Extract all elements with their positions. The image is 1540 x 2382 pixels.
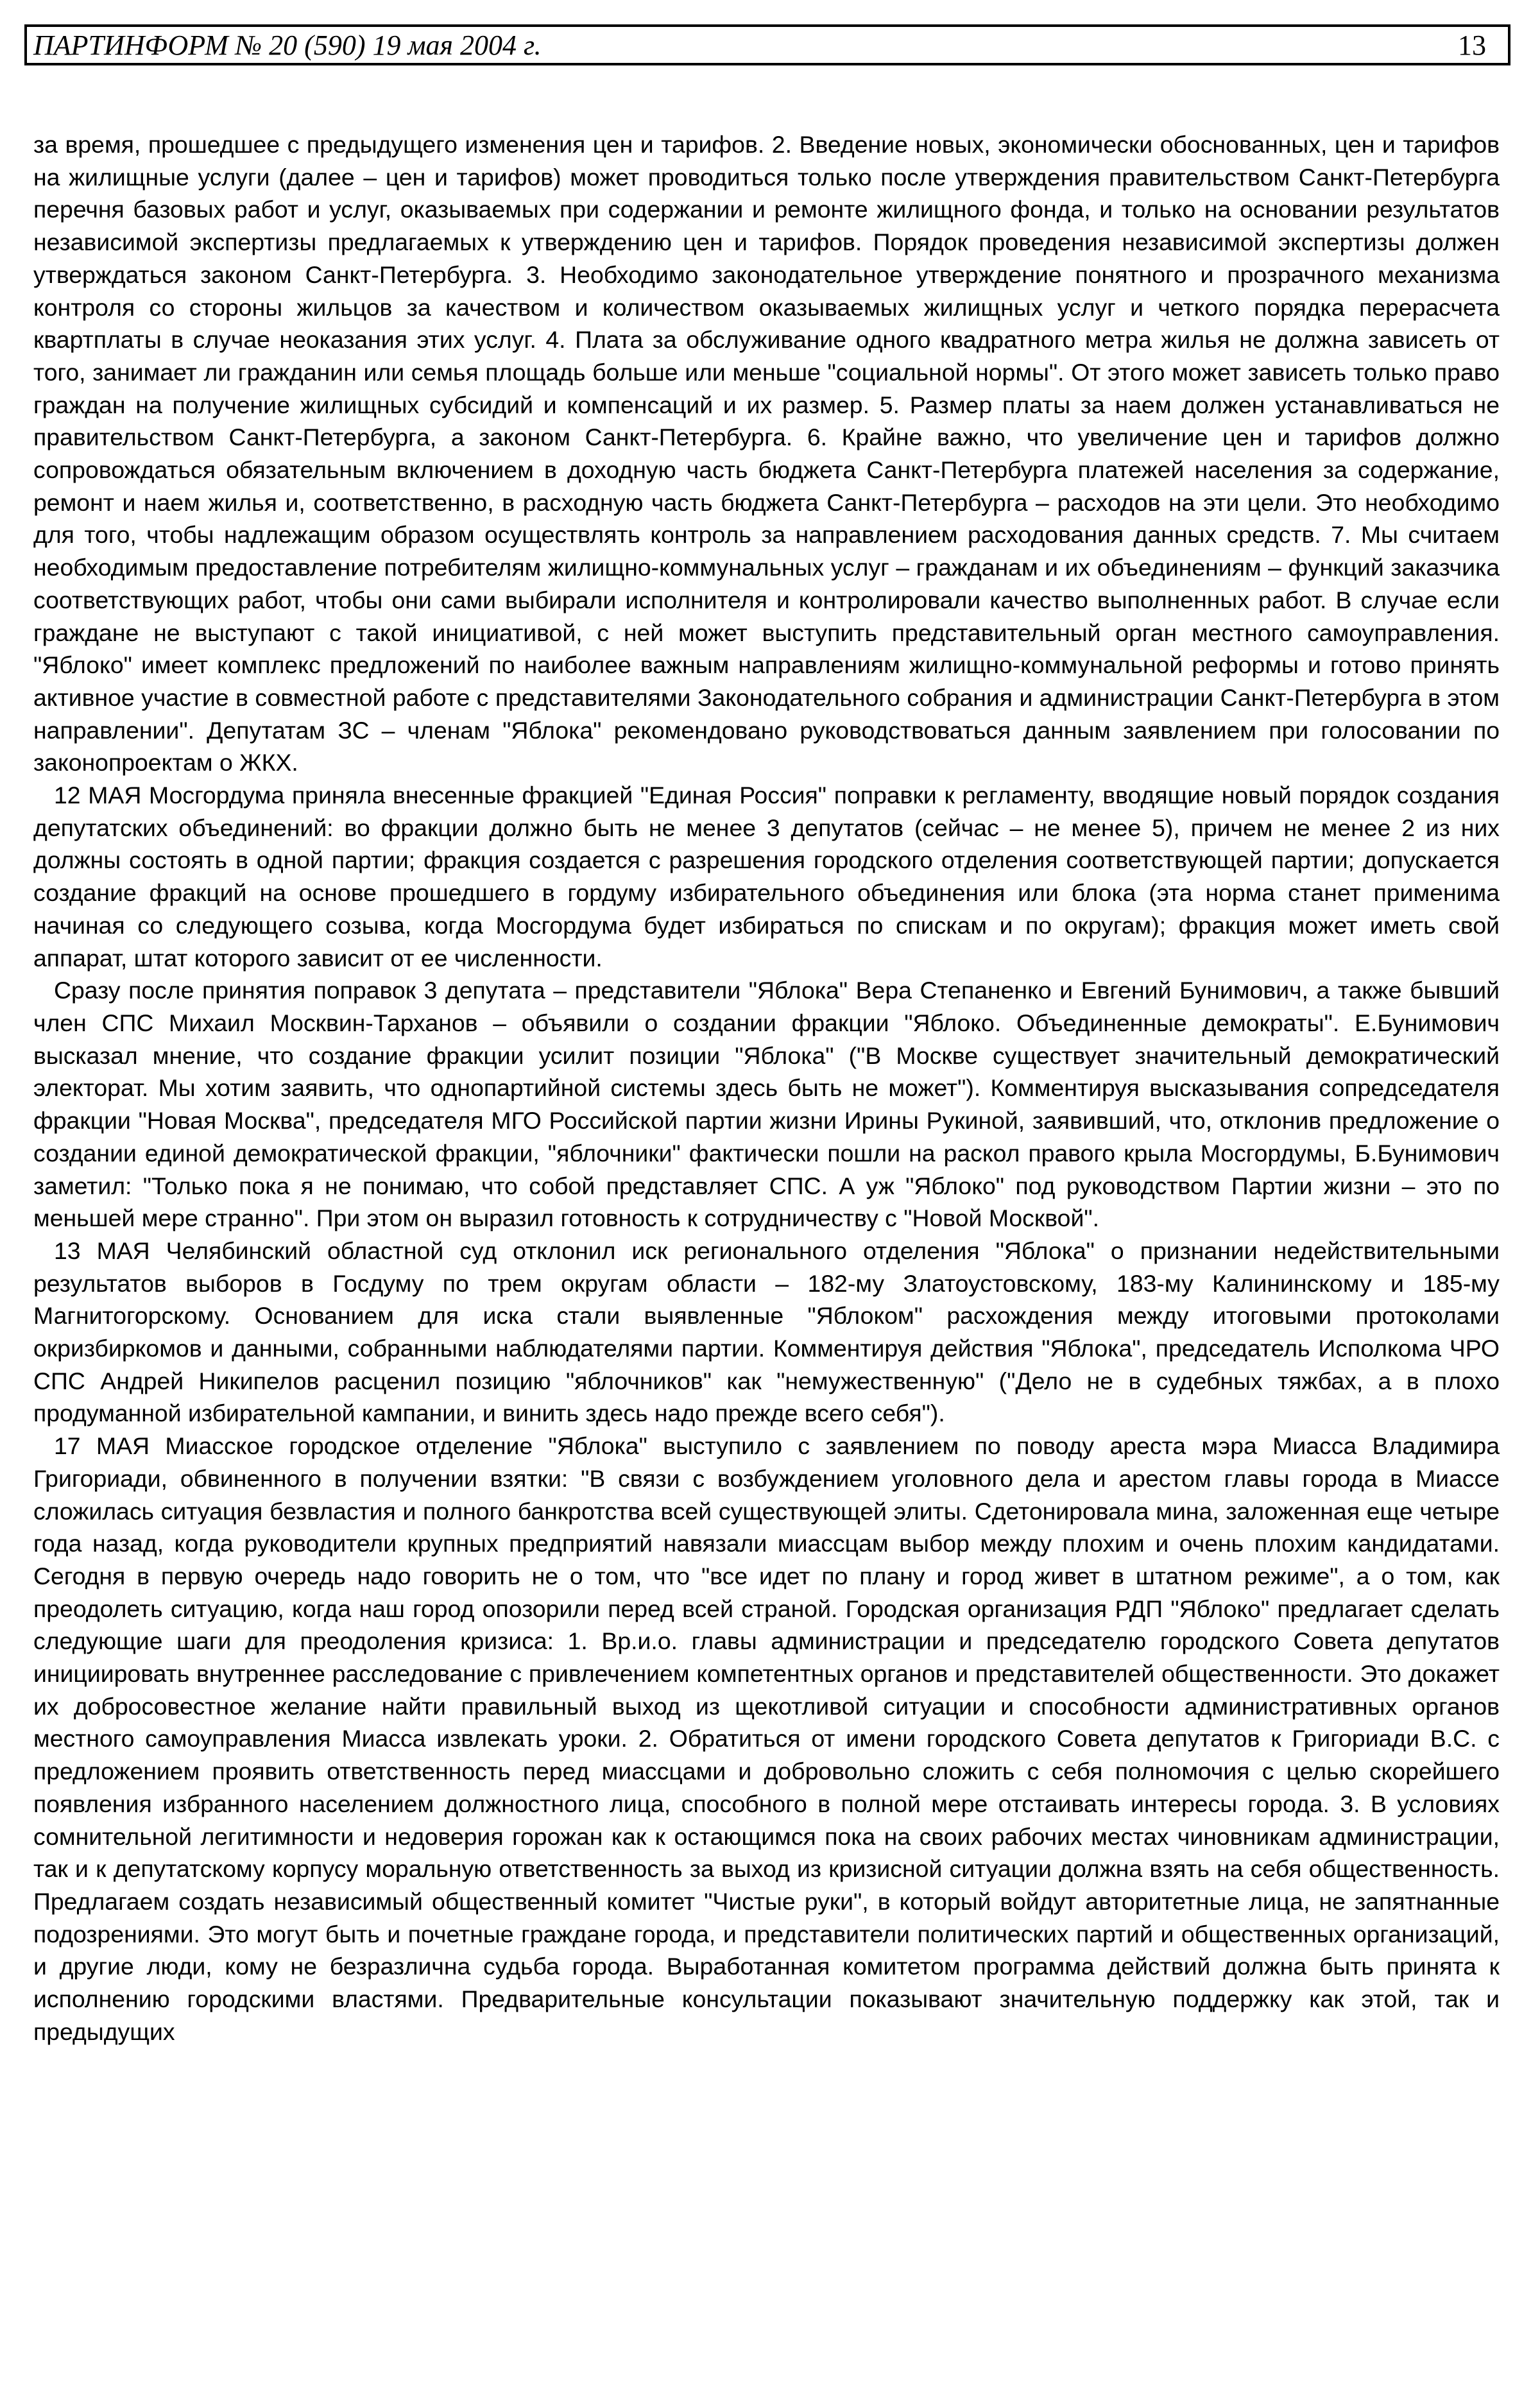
page-number: 13 (1458, 29, 1486, 61)
paragraph-faction-creation: Сразу после принятия поправок 3 депутата – представители "Яблока" Вера Степаненко и Евгений Бунимович, а также бывший член СПС Михаил Москвин-Тарханов – объявили о создании фракции "Яблоко. Объединенные демократы". Е.Бунимович высказал мнение, что создание фракции усилит позиции "Яблока" ("В Москве существует значительный демократический электорат. Мы хотим заявить, что однопартийной системы здесь быть не может"). Комментируя высказывания сопредседателя фракции "Новая Москва", председателя МГО Российской партии жизни Ирины Рукиной, заявивший, что, отклонив предложение о создании единой демократической фракции, "яблочники" фактически пошли на раскол правого крыла Мосгордумы, Б.Бунимович заметил: "Только пока я не понимаю, что собой представляет СПС. А уж "Яблоко" под руководством Партии жизни – это по меньшей мере странно". При этом он выразил готовность к сотрудничеству с "Новой Москвой". (33, 977, 1500, 1232)
article-body (33, 128, 1500, 2048)
publication-title: ПАРТИНФОРМ № 20 (590) 19 мая 2004 г. (33, 29, 542, 61)
paragraph-may-12: 12 МАЯ Мосгордума приняла внесенные фракцией "Единая Россия" поправки к регламенту, вводящие новый порядок создания депутатских объединений: во фракции должно быть не менее 3 депутатов (сейчас – не менее 5), причем не менее 2 из них должны состоять в одной партии; фракция создается с разрешения городского отделения соответствующей партии; допускается создание фракций на основе прошедшего в гордуму избирательного объединения или блока (эта норма станет применима начиная со следующего созыва, когда Мосгордума будет избираться по спискам и по округам); фракция может иметь свой аппарат, штат которого зависит от ее численности. (33, 782, 1500, 972)
paragraph-may-13: 13 МАЯ Челябинский областной суд отклонил иск регионального отделения "Яблока" о признании недействительными результатов выборов в Госдуму по трем округам области – 182-му Златоустовскому, 183-му Калининскому и 185-му Магнитогорскому. Основанием для иска стали выявленные "Яблоком" расхождения между итоговыми протоколами окризбиркомов и данными, собранными наблюдателями партии. Комментируя действия "Яблока", председатель Исполкома ЧРО СПС Андрей Никипелов расценил позицию "яблочников" как "немужественную" ("Дело не в судебных тяжбах, а в плохо продуманной избирательной кампании, и винить здесь надо прежде всего себя"). (33, 1237, 1500, 1427)
page-header (24, 24, 1510, 65)
paragraph-continuation: за время, прошедшее с предыдущего изменения цен и тарифов. 2. Введение новых, экономически обоснованных, цен и тарифов на жилищные услуги (далее – цен и тарифов) может проводиться только после утверждения правительством Санкт-Петербурга перечня базовых работ и услуг, оказываемых при содержании и ремонте жилищного фонда, и только на основании результатов независимой экспертизы предлагаемых к утверждению цен и тарифов. Порядок проведения независимой экспертизы должен утверждаться законом Санкт-Петербурга. 3. Необходимо законодательное утверждение понятного и прозрачного механизма контроля со стороны жильцов за качеством и количеством оказываемых жилищных услуг и четкого порядка перерасчета квартплаты в случае неоказания этих услуг. 4. Плата за обслуживание одного квадратного метра жилья не должна зависеть от того, занимает ли гражданин или семья площадь больше или меньше "социальной нормы". От этого может зависеть только право граждан на получение жилищных субсидий и компенсаций и их размер. 5. Размер платы за наем должен устанавливаться не правительством Санкт-Петербурга, а законом Санкт-Петербурга. 6. Крайне важно, что увеличение цен и тарифов должно сопровождаться обязательным включением в доходную часть бюджета Санкт-Петербурга платежей населения за содержание, ремонт и наем жилья и, соответственно, в расходную часть бюджета Санкт-Петербурга – расходов на эти цели. Это необходимо для того, чтобы надлежащим образом осуществлять контроль за направлением расходования данных средств. 7. Мы считаем необходимым предоставление потребителям жилищно-коммунальных услуг – гражданам и их объединениям – функций заказчика соответствующих работ, чтобы они сами выбирали исполнителя и контролировали качество выполненных работ. В случае если граждане не выступают с такой инициативой, с ней может выступить представительный орган местного самоуправления. "Яблоко" имеет комплекс предложений по наиболее важным направлениям жилищно-коммунальной реформы и готово принять активное участие в совместной работе с представителями Законодательного собрания и администрации Санкт-Петербурга в этом направлении". Депутатам ЗС – членам "Яблока" рекомендовано руководствоваться данным заявлением при голосовании по законопроектам о ЖКХ. (33, 131, 1500, 776)
paragraph-may-17: 17 МАЯ Миасское городское отделение "Яблока" выступило с заявлением по поводу ареста мэра Миасса Владимира Григориади, обвиненного в получении взятки: "В связи с возбуждением уголовного дела и арестом главы города в Миассе сложилась ситуация безвластия и полного банкротства всей существующей элиты. Сдетонировала мина, заложенная еще четыре года назад, когда руководители крупных предприятий навязали миассцам выбор между плохим и очень плохим кандидатами. Сегодня в первую очередь надо говорить не о том, что "все идет по плану и город живет в штатном режиме", а о том, как преодолеть ситуацию, когда наш город опозорили перед всей страной. Городская организация РДП "Яблоко" предлагает сделать следующие шаги для преодоления кризиса: 1. Вр.и.о. главы администрации и председателю городского Совета депутатов инициировать внутреннее расследование с привлечением компетентных органов и представителей общественности. Это докажет их добросовестное желание найти правильный выход из щекотливой ситуации и способности административных органов местного самоуправления Миасса извлекать уроки. 2. Обратиться от имени городского Совета депутатов к Григориади В.С. с предложением проявить ответственность перед миассцами и добровольно сложить с себя полномочия с целью скорейшего появления избранного населением должностного лица, способного в полной мере отстаивать интересы города. 3. В условиях сомнительной легитимности и недоверия горожан как к остающимся пока на своих рабочих местах чиновникам администрации, так и к депутатскому корпусу моральную ответственность за выход из кризисной ситуации должна взять на себя общественность. Предлагаем создать независимый общественный комитет "Чистые руки", в который войдут авторитетные лица, не запятнанные подозрениями. Это могут быть и почетные граждане города, и представители политических партий и общественных организаций, и другие люди, кому не безразлична судьба города. Выработанная комитетом программа действий должна быть принята к исполнению городскими властями. Предварительные консультации показывают значительную поддержку как этой, так и предыдущих (33, 1432, 1500, 2045)
